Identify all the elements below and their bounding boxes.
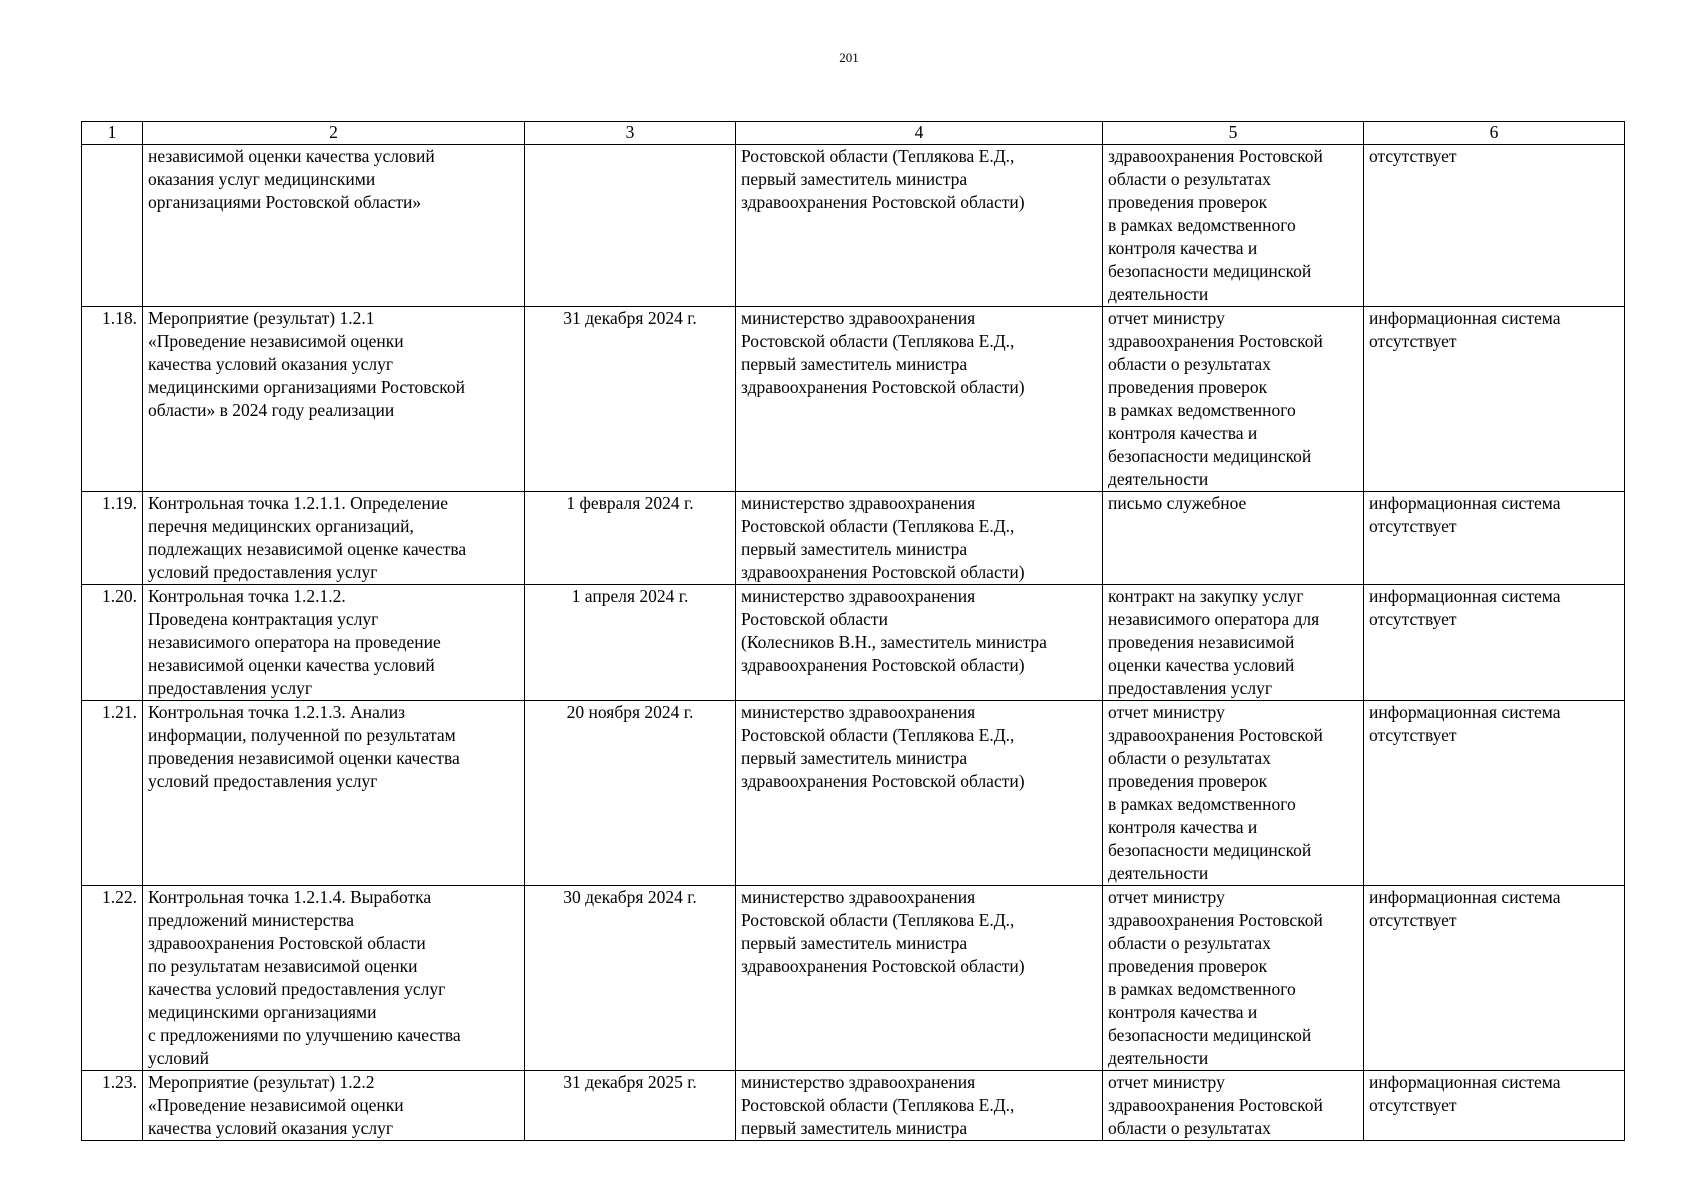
row-system: информационная система отсутствует — [1364, 492, 1625, 585]
row-name: Контрольная точка 1.2.1.2. Проведена контрактация услуг независимого оператора на проведение независимой оценки качества условий предоставления услуг — [143, 585, 525, 701]
row-responsible: министерство здравоохранения Ростовской области (Теплякова Е.Д., первый заместитель министра здравоохранения Ростовской области) — [736, 701, 1103, 886]
row-responsible: министерство здравоохранения Ростовской области (Теплякова Е.Д., первый заместитель министра здравоохранения Ростовской области) — [736, 492, 1103, 585]
row-document: отчет министру здравоохранения Ростовской области о результатах проведения проверок в рамках ведомственного контроля качества и безопасности медицинской деятельности — [1103, 307, 1364, 492]
row-document: отчет министру здравоохранения Ростовской области о результатах проведения проверок в рамках ведомственного контроля качества и безопасности медицинской деятельности — [1103, 701, 1364, 886]
col-header-4: 4 — [736, 122, 1103, 145]
plan-table — [81, 121, 1625, 1141]
row-number: 1.19. — [82, 492, 143, 585]
col-header-5: 5 — [1103, 122, 1364, 145]
row-system: информационная система отсутствует — [1364, 307, 1625, 492]
row-number: 1.20. — [82, 585, 143, 701]
row-document: здравоохранения Ростовской области о результатах проведения проверок в рамках ведомственного контроля качества и безопасности медицинской деятельности — [1103, 145, 1364, 307]
table-row — [82, 585, 1625, 701]
row-document: контракт на закупку услуг независимого оператора для проведения независимой оценки качества условий предоставления услуг — [1103, 585, 1364, 701]
row-name: Контрольная точка 1.2.1.3. Анализ информации, полученной по результатам проведения независимой оценки качества условий предоставления услуг — [143, 701, 525, 886]
row-date: 1 февраля 2024 г. — [525, 492, 736, 585]
row-responsible: министерство здравоохранения Ростовской области (Теплякова Е.Д., первый заместитель министра здравоохранения Ростовской области) — [736, 307, 1103, 492]
row-system: отсутствует — [1364, 145, 1625, 307]
col-header-2: 2 — [143, 122, 525, 145]
table-row — [82, 492, 1625, 585]
row-document: отчет министру здравоохранения Ростовской области о результатах — [1103, 1071, 1364, 1141]
row-system: информационная система отсутствует — [1364, 886, 1625, 1071]
row-date: 20 ноября 2024 г. — [525, 701, 736, 886]
header-row — [82, 122, 1625, 145]
row-name: Мероприятие (результат) 1.2.2 «Проведение независимой оценки качества условий оказания услуг — [143, 1071, 525, 1141]
row-number: 1.22. — [82, 886, 143, 1071]
row-date: 1 апреля 2024 г. — [525, 585, 736, 701]
row-date: 31 декабря 2024 г. — [525, 307, 736, 492]
col-header-6: 6 — [1364, 122, 1625, 145]
row-number: 1.21. — [82, 701, 143, 886]
col-header-1: 1 — [82, 122, 143, 145]
col-header-3: 3 — [525, 122, 736, 145]
row-document: письмо служебное — [1103, 492, 1364, 585]
row-name: Контрольная точка 1.2.1.4. Выработка предложений министерства здравоохранения Ростовской области по результатам независимой оценки качества условий предоставления услуг медицинскими организациями с предложениями по улучшению качества условий — [143, 886, 525, 1071]
row-number: 1.18. — [82, 307, 143, 492]
row-document: отчет министру здравоохранения Ростовской области о результатах проведения проверок в рамках ведомственного контроля качества и безопасности медицинской деятельности — [1103, 886, 1364, 1071]
row-date: 30 декабря 2024 г. — [525, 886, 736, 1071]
row-date: 31 декабря 2025 г. — [525, 1071, 736, 1141]
table-row — [82, 886, 1625, 1071]
row-responsible: министерство здравоохранения Ростовской области (Теплякова Е.Д., первый заместитель министра — [736, 1071, 1103, 1141]
row-responsible: министерство здравоохранения Ростовской области (Колесников В.Н., заместитель министра здравоохранения Ростовской области) — [736, 585, 1103, 701]
table-row — [82, 701, 1625, 886]
row-system: информационная система отсутствует — [1364, 1071, 1625, 1141]
row-name: Контрольная точка 1.2.1.1. Определение перечня медицинских организаций, подлежащих независимой оценке качества условий предоставления услуг — [143, 492, 525, 585]
table-row — [82, 1071, 1625, 1141]
row-responsible: министерство здравоохранения Ростовской области (Теплякова Е.Д., первый заместитель министра здравоохранения Ростовской области) — [736, 886, 1103, 1071]
row-system: информационная система отсутствует — [1364, 701, 1625, 886]
table-row — [82, 145, 1625, 307]
row-number — [82, 145, 143, 307]
row-name: Мероприятие (результат) 1.2.1 «Проведение независимой оценки качества условий оказания услуг медицинскими организациями Ростовской области» в 2024 году реализации — [143, 307, 525, 492]
table-row — [82, 307, 1625, 492]
row-system: информационная система отсутствует — [1364, 585, 1625, 701]
row-number: 1.23. — [82, 1071, 143, 1141]
row-responsible: Ростовской области (Теплякова Е.Д., первый заместитель министра здравоохранения Ростовской области) — [736, 145, 1103, 307]
page-number: 201 — [839, 50, 859, 65]
row-date — [525, 145, 736, 307]
row-name: независимой оценки качества условий оказания услуг медицинскими организациями Ростовской области» — [143, 145, 525, 307]
